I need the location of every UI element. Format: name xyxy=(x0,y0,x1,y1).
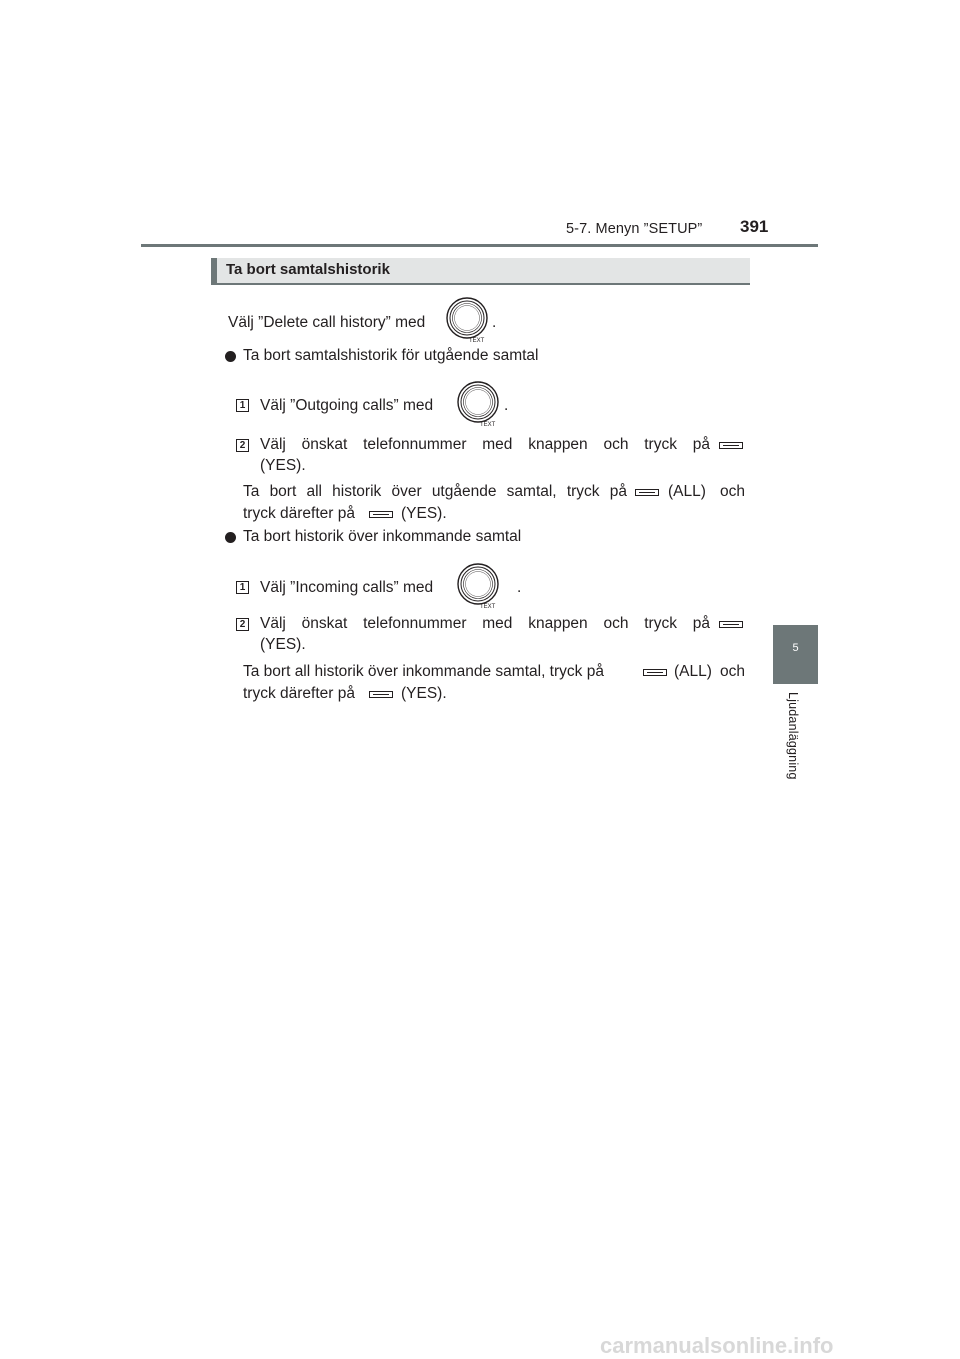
section-title: Ta bort samtalshistorik xyxy=(226,261,390,278)
outgoing-heading: Ta bort samtalshistorik för utgående samtal xyxy=(243,347,539,364)
svg-text:TEXT: TEXT xyxy=(480,422,496,428)
outgoing-note-line2: tryck därefter på xyxy=(243,505,355,522)
tune-select-knob-icon xyxy=(455,380,503,430)
outgoing-note-line1-end: (ALL) och xyxy=(668,483,745,500)
page-number: 391 xyxy=(740,217,769,236)
watermark: carmanualsonline.info xyxy=(600,1333,834,1358)
header-rule xyxy=(141,244,818,247)
tune-select-knob-icon xyxy=(455,562,503,612)
intro-text: Välj ”Delete call history” med xyxy=(228,314,426,331)
tune-select-knob-icon xyxy=(444,296,492,346)
chapter-tab xyxy=(773,625,818,684)
incoming-heading: Ta bort historik över inkommande samtal xyxy=(243,528,522,545)
incoming-note-line2-end: (YES). xyxy=(401,685,447,702)
step-number: 1 xyxy=(236,399,249,412)
step-number: 1 xyxy=(236,581,249,594)
chapter-label: Ljudanläggning xyxy=(786,692,800,780)
incoming-note-line1: Ta bort all historik över inkommande samtal, tryck på xyxy=(243,663,604,680)
outgoing-note-line1: Ta bort all historik över utgående samtal, tryck på xyxy=(243,483,627,500)
soft-button-icon xyxy=(719,621,743,628)
bullet-icon xyxy=(225,351,236,362)
bullet-icon xyxy=(225,532,236,543)
soft-button-icon xyxy=(369,511,393,518)
section-title-bar xyxy=(211,258,750,285)
incoming-step1-period: . xyxy=(517,579,522,596)
incoming-note-line1-end: (ALL) och xyxy=(674,663,745,680)
intro-period: . xyxy=(492,314,497,331)
svg-text:TEXT: TEXT xyxy=(480,604,496,610)
outgoing-step1-text: Välj ”Outgoing calls” med xyxy=(260,397,434,414)
step-number: 2 xyxy=(236,439,249,452)
outgoing-note-line2-end: (YES). xyxy=(401,505,447,522)
soft-button-icon xyxy=(719,442,743,449)
soft-button-icon xyxy=(369,691,393,698)
outgoing-step2-end: (YES). xyxy=(260,457,306,474)
chapter-number: 5 xyxy=(792,642,799,654)
section-accent xyxy=(211,258,217,283)
incoming-step2-line1: Välj önskat telefonnummer med knappen och tryck på xyxy=(260,615,710,632)
outgoing-step2-line1: Välj önskat telefonnummer med knappen och tryck på xyxy=(260,436,710,453)
running-header: 5-7. Menyn ”SETUP” xyxy=(566,221,703,237)
soft-button-icon xyxy=(643,669,667,676)
incoming-step2-end: (YES). xyxy=(260,636,306,653)
incoming-step1-text: Välj ”Incoming calls” med xyxy=(260,579,434,596)
outgoing-step1-period: . xyxy=(504,397,509,414)
svg-text:TEXT: TEXT xyxy=(469,338,485,344)
incoming-note-line2: tryck därefter på xyxy=(243,685,355,702)
soft-button-icon xyxy=(635,489,659,496)
step-number: 2 xyxy=(236,618,249,631)
